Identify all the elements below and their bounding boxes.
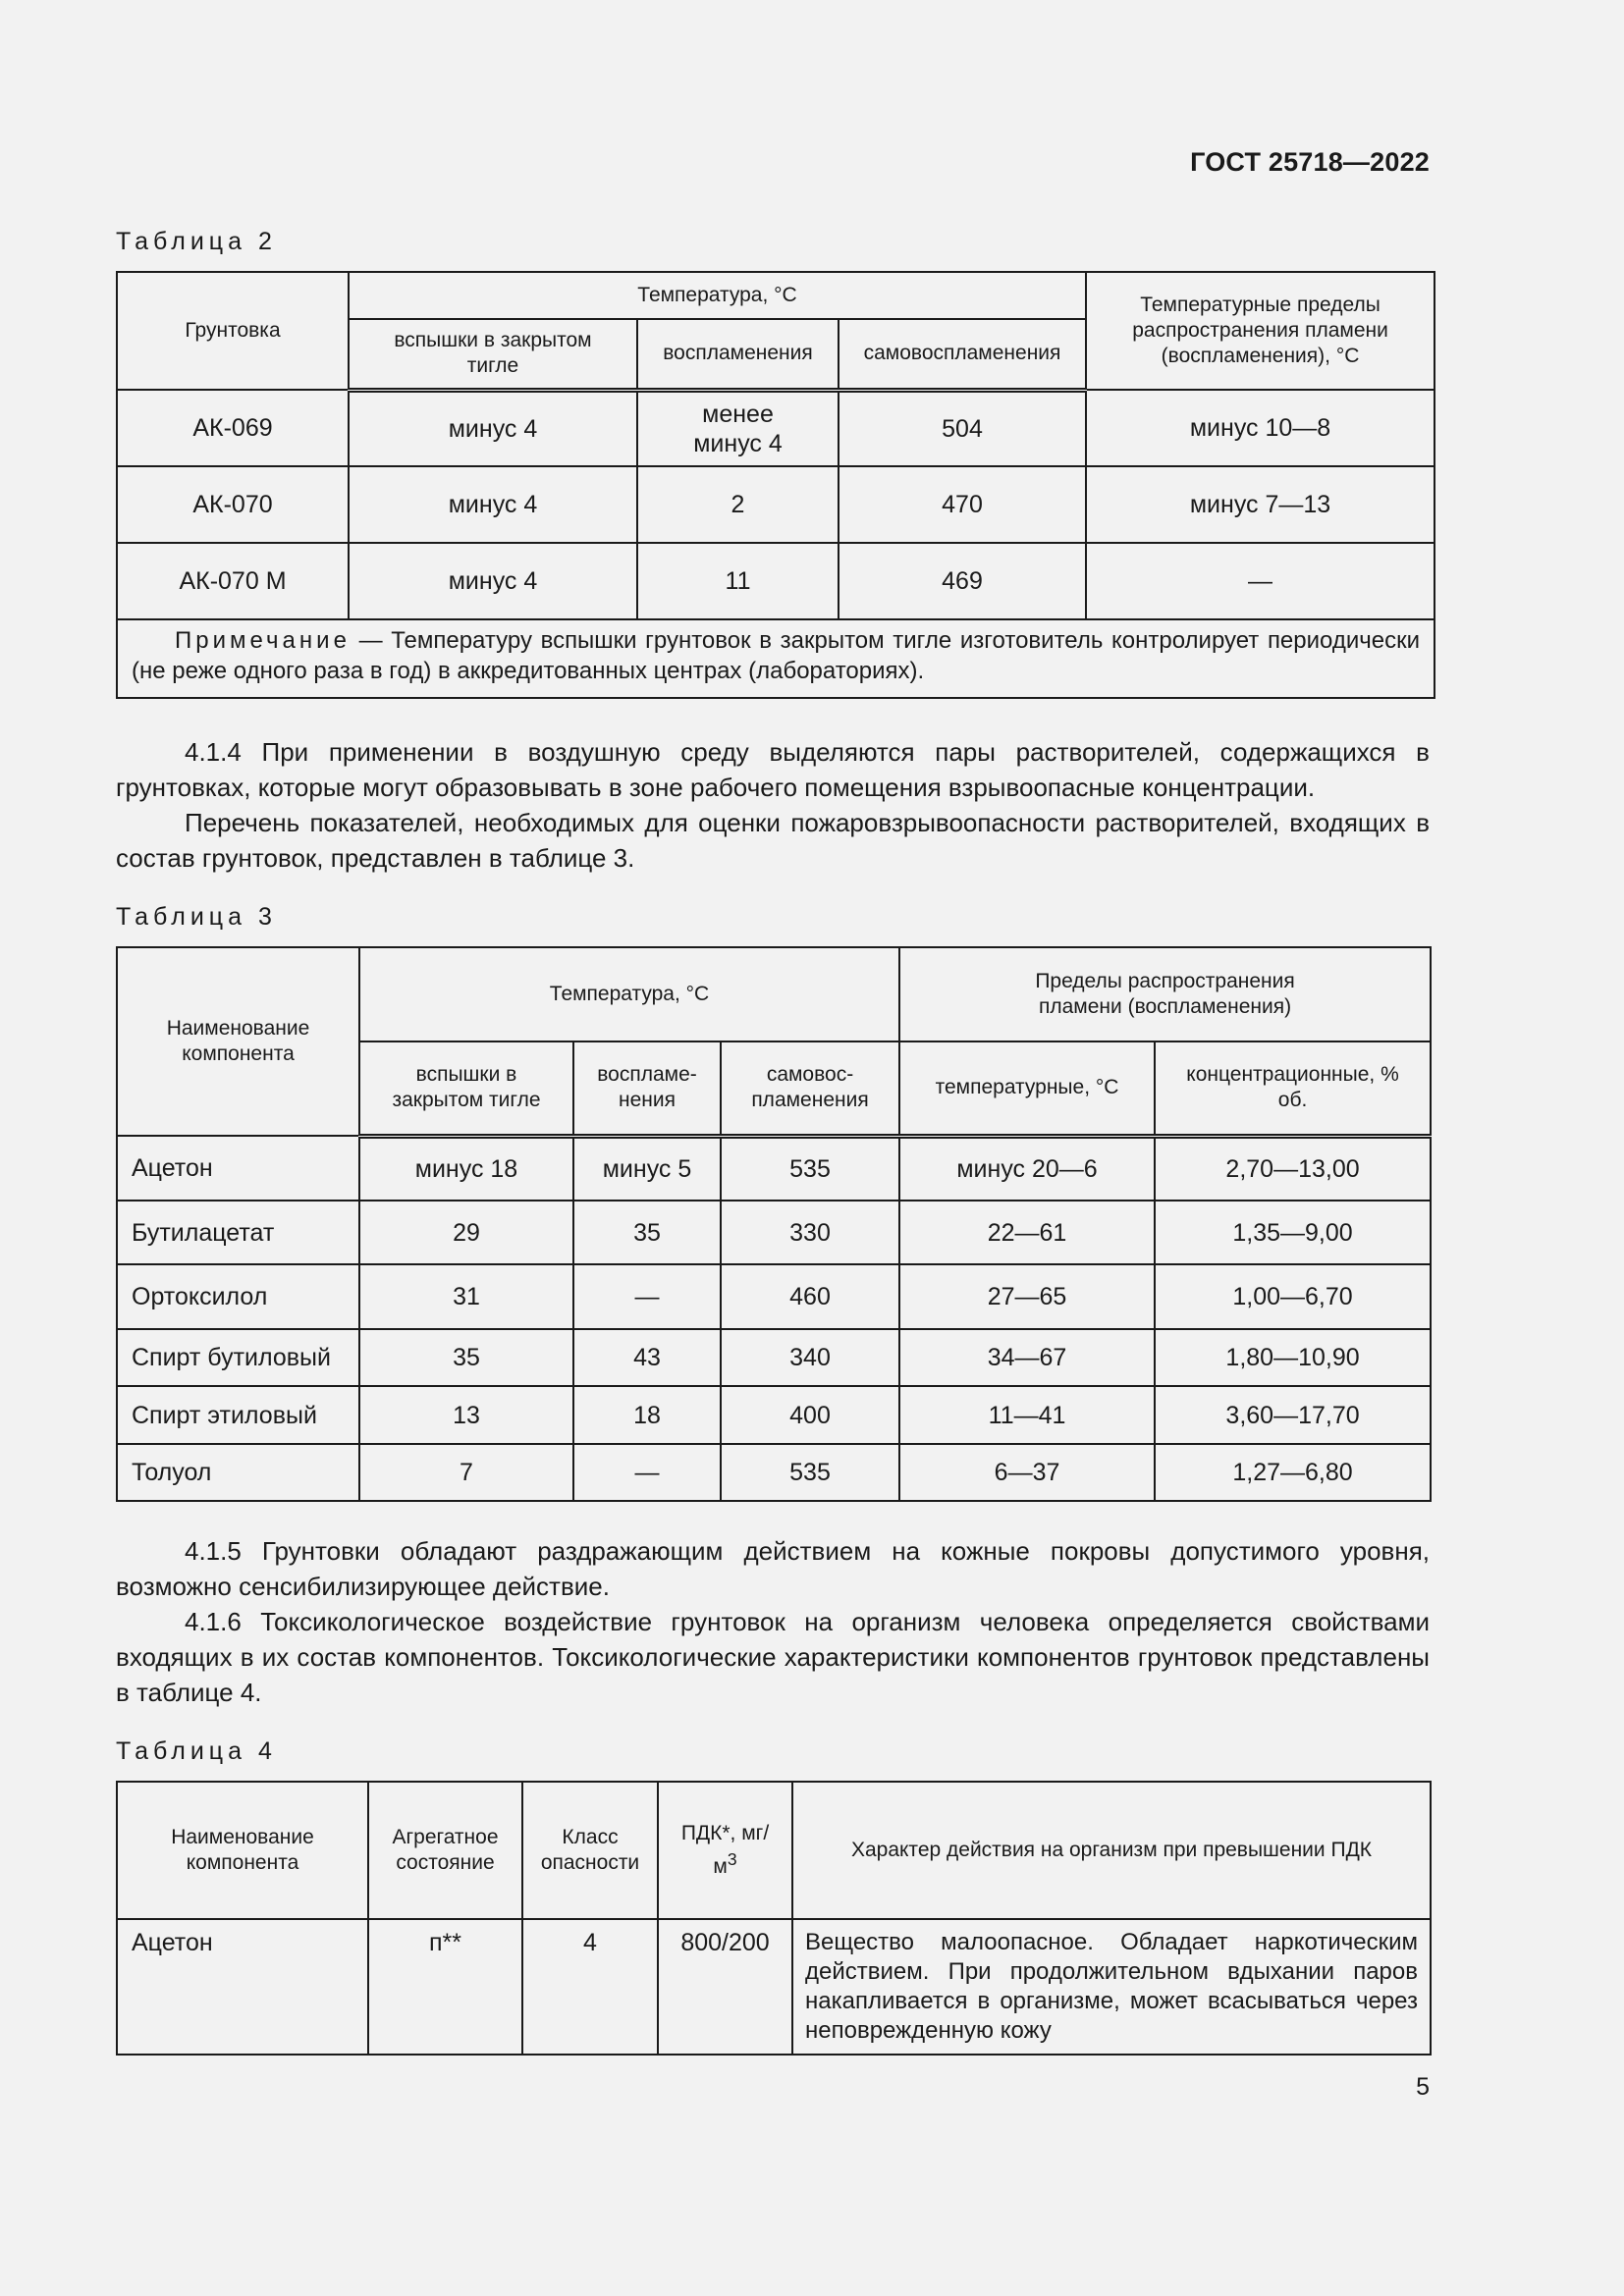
table-row (117, 1919, 1431, 2055)
t2-cell-limits: минус 7—13 (1086, 466, 1435, 543)
table2 (116, 271, 1435, 699)
document-code: ГОСТ 25718—2022 (1190, 147, 1430, 177)
t3-header-ignition: воспламе-нения (573, 1041, 721, 1136)
t3-cell-auto: 340 (721, 1329, 899, 1386)
page-number: 5 (1416, 2073, 1430, 2101)
t4-cell-state: п** (368, 1919, 522, 2055)
t2-cell-auto: 504 (839, 390, 1086, 466)
t3-cell-conc: 3,60—17,70 (1155, 1386, 1431, 1444)
t2-cell-flash: минус 4 (349, 390, 637, 466)
t4-header-effect: Характер действия на организм при превышении ПДК (792, 1782, 1431, 1919)
t3-cell-temp: 22—61 (899, 1201, 1155, 1264)
t2-header-flash: вспышки в закрытом тигле (349, 319, 637, 390)
t2-cell-ignition-line1: менее (702, 400, 774, 428)
table-row (117, 466, 1435, 543)
paragraph: Перечень показателей, необходимых для оценки пожаровзрывоопасности растворителей, входящих в состав грунтовок, представлен в таблице 3. (116, 808, 1430, 873)
t4-header-pdk-sup: 3 (727, 1849, 737, 1869)
t3-cell-ignition: — (573, 1264, 721, 1329)
t2-cell-name: АК-070 М (117, 543, 349, 619)
t2-note-label: Примечание (175, 627, 351, 654)
t3-cell-name: Толуол (117, 1444, 359, 1501)
t3-cell-temp: 27—65 (899, 1264, 1155, 1329)
t3-header-limits: Пределы распространения пламени (воспламенения) (899, 947, 1431, 1041)
t3-cell-flash: 13 (359, 1386, 573, 1444)
t4-cell-class: 4 (522, 1919, 658, 2055)
t3-cell-conc: 1,80—10,90 (1155, 1329, 1431, 1386)
t3-cell-auto: 535 (721, 1136, 899, 1201)
t3-cell-name: Спирт бутиловый (117, 1329, 359, 1386)
t3-cell-temp: 11—41 (899, 1386, 1155, 1444)
t3-cell-flash: 31 (359, 1264, 573, 1329)
t2-note (117, 619, 1435, 698)
t3-cell-flash: минус 18 (359, 1136, 573, 1201)
t3-cell-ignition: 43 (573, 1329, 721, 1386)
table3 (116, 946, 1432, 1502)
table-row (117, 1136, 1431, 1201)
t3-cell-temp: минус 20—6 (899, 1136, 1155, 1201)
t3-cell-conc: 1,27—6,80 (1155, 1444, 1431, 1501)
t2-note-text: — Температуру вспышки грунтовок в закрытом тигле изготовитель контролирует периодически (не реже одного раза в год) в аккредитованных центрах (лабораториях). (132, 627, 1421, 684)
t3-header-autoignition: самовос-пламенения (721, 1041, 899, 1136)
t2-cell-limits: — (1086, 543, 1435, 619)
table2-caption: Таблица 2 (116, 228, 277, 255)
t3-cell-ignition: минус 5 (573, 1136, 721, 1201)
t3-header-temp-limits: температурные, °С (899, 1041, 1155, 1136)
t3-cell-auto: 460 (721, 1264, 899, 1329)
t3-header-conc-limits: концентрационные, % об. (1155, 1041, 1431, 1136)
t2-header-limits: Температурные пределы распространения пламени (воспламенения), °С (1086, 272, 1435, 390)
t4-cell-effect: Вещество малоопасное. Обладает наркотическим действием. При продолжительном вдыхании паров накапливается в организме, может всасываться через неповрежденную кожу (792, 1919, 1431, 2055)
t2-cell-flash: минус 4 (349, 543, 637, 619)
t2-cell-ignition (637, 390, 839, 466)
t3-cell-flash: 7 (359, 1444, 573, 1501)
t3-header-temp: Температура, °С (359, 947, 899, 1041)
t2-cell-ignition: 2 (637, 466, 839, 543)
t4-header-name: Наименование компонента (117, 1782, 368, 1919)
t4-header-pdk-text: ПДК*, мг/м (680, 1822, 770, 1878)
t3-cell-conc: 1,00—6,70 (1155, 1264, 1431, 1329)
t3-cell-temp: 34—67 (899, 1329, 1155, 1386)
t2-cell-name: АК-070 (117, 466, 349, 543)
t3-cell-ignition: 35 (573, 1201, 721, 1264)
t4-cell-name: Ацетон (117, 1919, 368, 2055)
table-row (117, 1201, 1431, 1264)
table3-caption: Таблица 3 (116, 903, 277, 931)
t2-cell-ignition: 11 (637, 543, 839, 619)
table-row (117, 1264, 1431, 1329)
section-4-1-4 (116, 734, 1430, 876)
paragraph: 4.1.4 При применении в воздушную среду выделяются пары растворителей, содержащихся в грунтовках, которые могут образовывать в зоне рабочего помещения взрывоопасные концентрации. (116, 737, 1430, 802)
t2-cell-name: АК-069 (117, 390, 349, 466)
t4-header-class: Класс опасности (522, 1782, 658, 1919)
t3-header-name: Наименование компонента (117, 947, 359, 1136)
t2-header-autoignition: самовоспламенения (839, 319, 1086, 390)
t4-cell-pdk: 800/200 (658, 1919, 792, 2055)
t2-cell-ignition-line2: минус 4 (693, 429, 783, 457)
t3-cell-name: Ацетон (117, 1136, 359, 1201)
t3-cell-conc: 2,70—13,00 (1155, 1136, 1431, 1201)
t3-cell-ignition: — (573, 1444, 721, 1501)
t2-cell-limits: минус 10—8 (1086, 390, 1435, 466)
table4 (116, 1781, 1432, 2056)
t3-cell-auto: 330 (721, 1201, 899, 1264)
t3-cell-ignition: 18 (573, 1386, 721, 1444)
section-4-1-5-4-1-6 (116, 1533, 1430, 1710)
t3-cell-flash: 35 (359, 1329, 573, 1386)
t3-cell-flash: 29 (359, 1201, 573, 1264)
t3-cell-name: Бутилацетат (117, 1201, 359, 1264)
t2-header-ignition: воспламенения (637, 319, 839, 390)
t3-cell-auto: 400 (721, 1386, 899, 1444)
t2-header-primer: Грунтовка (117, 272, 349, 390)
table-row (117, 543, 1435, 619)
t4-header-state: Агрегатное состояние (368, 1782, 522, 1919)
t3-cell-name: Спирт этиловый (117, 1386, 359, 1444)
t3-cell-conc: 1,35—9,00 (1155, 1201, 1431, 1264)
paragraph: 4.1.6 Токсикологическое воздействие грунтовок на организм человека определяется свойствами входящих в их состав компонентов. Токсикологические характеристики компонентов грунтовок представлены в таблице 4. (116, 1607, 1430, 1707)
paragraph: 4.1.5 Грунтовки обладают раздражающим действием на кожные покровы допустимого уровня, возможно сенсибилизирующее действие. (116, 1536, 1430, 1601)
table-row (117, 1386, 1431, 1444)
t3-cell-auto: 535 (721, 1444, 899, 1501)
t3-cell-name: Ортоксилол (117, 1264, 359, 1329)
table4-caption: Таблица 4 (116, 1737, 277, 1765)
t2-cell-auto: 470 (839, 466, 1086, 543)
t2-header-temp: Температура, °С (349, 272, 1086, 319)
t3-header-flash: вспышки в закрытом тигле (359, 1041, 573, 1136)
table-row (117, 1329, 1431, 1386)
table-row (117, 390, 1435, 466)
t2-cell-flash: минус 4 (349, 466, 637, 543)
t3-cell-temp: 6—37 (899, 1444, 1155, 1501)
t4-header-pdk (658, 1782, 792, 1919)
t2-cell-auto: 469 (839, 543, 1086, 619)
table-row (117, 1444, 1431, 1501)
